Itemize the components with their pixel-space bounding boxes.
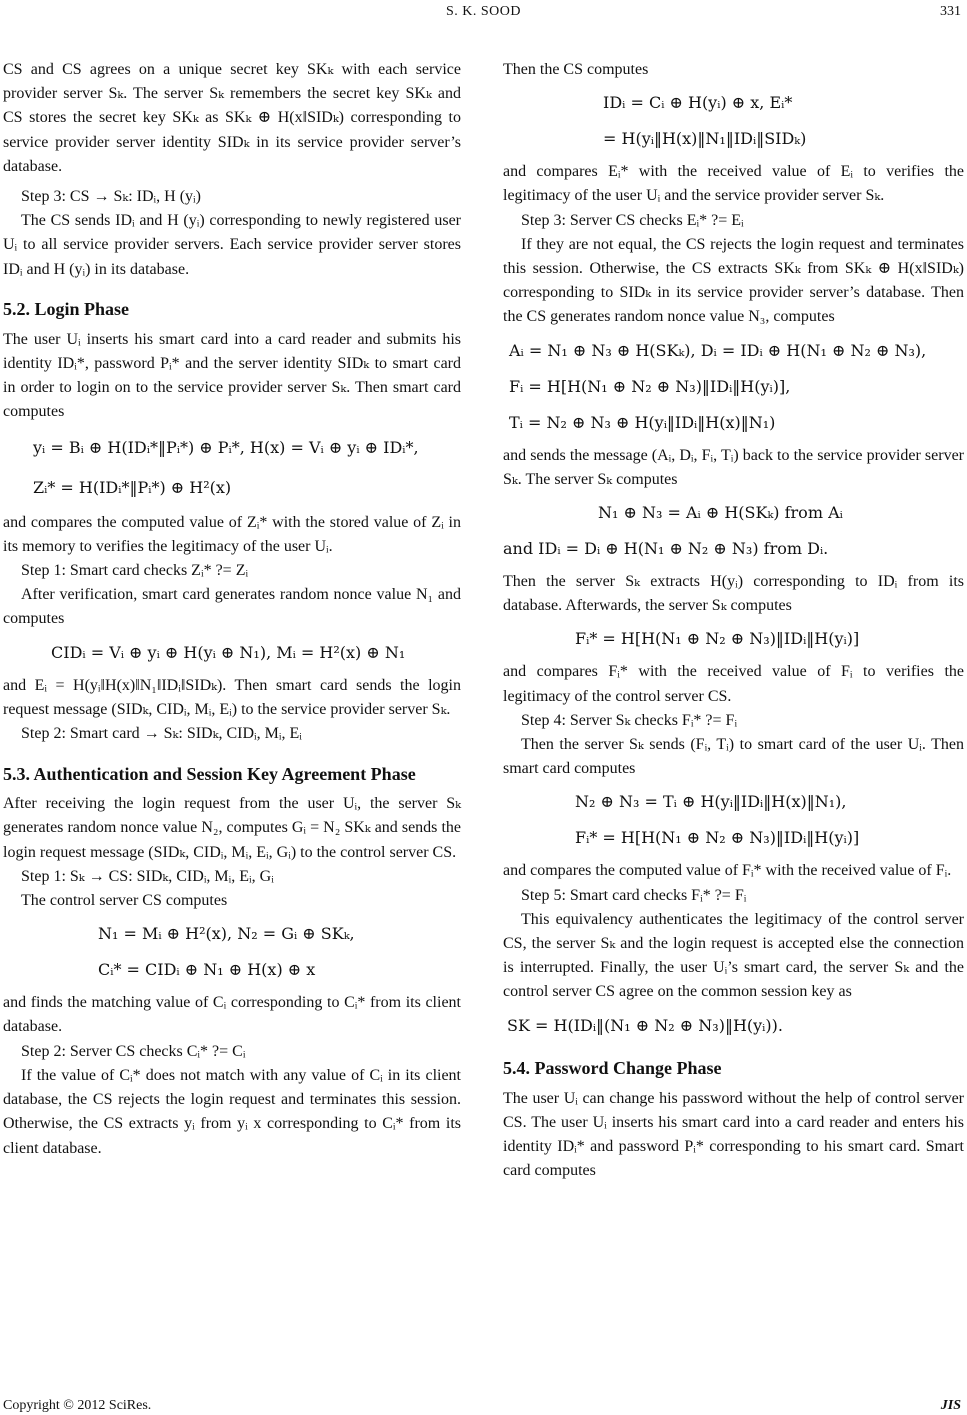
- running-header: [0, 4, 967, 26]
- paragraph: The user Uᵢ can change his password without the help of control server CS. The user Uᵢ inserts his smart card into a card reader and enters his identity IDᵢ* and password Pᵢ* corresponding to his smart card. Smart card computes: [503, 1089, 964, 1180]
- paragraph: The user Uᵢ inserts his smart card into a card reader and submits his identity IDᵢ*, password Pᵢ* and the server identity SIDₖ to smart card in order to login on to the service provider server Sₖ. Then smart card computes: [3, 330, 461, 421]
- paragraph: The control server CS computes: [21, 892, 228, 910]
- paragraph: This equivalency authenticates the legitimacy of the control server CS, the server Sₖ and the login request is accepted else the connection is interrupted. Finally, the user Uᵢ’s smart card, the server Sₖ and the control server CS agree on the common session key as: [503, 910, 964, 1001]
- paragraph: and compares Fᵢ* with the received value of Fᵢ to verifies the legitimacy of the control server CS.: [503, 663, 964, 705]
- equation: N₁ ⊕ N₃ = Aᵢ ⊕ H(SKₖ) from Aᵢ: [598, 503, 843, 523]
- paragraph: CS and CS agrees on a unique secret key SKₖ with each service provider server Sₖ. The server Sₖ remembers the secret key SKₖ and CS stores the secret key SKₖ as SKₖ ⊕ H(x‖SIDₖ) corresponding to service provider server identity SIDₖ in its service provider server’s database.: [3, 61, 461, 175]
- equation: Fᵢ* = H[H(N₁ ⊕ N₂ ⊕ N₃)‖IDᵢ‖H(yᵢ)]: [575, 629, 860, 649]
- equation: SK = H(IDᵢ‖(N₁ ⊕ N₂ ⊕ N₃)‖H(yᵢ)).: [507, 1015, 783, 1035]
- footer-copyright: Copyright © 2012 SciRes.: [3, 1398, 152, 1413]
- section-heading-authentication: 5.3. Authentication and Session Key Agreement Phase: [3, 764, 416, 785]
- paragraph: If they are not equal, the CS rejects the login request and terminates this session. Otherwise, the CS extracts SKₖ from SKₖ ⊕ H(x‖SIDₖ) corresponding to SIDₖ in its service provider server’s database. Then the CS generates random nonce value N₃, computes: [503, 235, 964, 326]
- equation: IDᵢ = Cᵢ ⊕ H(yᵢ) ⊕ x, Eᵢ*: [603, 93, 793, 113]
- equation: and IDᵢ = Dᵢ ⊕ H(N₁ ⊕ N₂ ⊕ N₃) from Dᵢ.: [503, 539, 829, 559]
- step-line: Step 4: Server Sₖ checks Fᵢ* ?= Fᵢ: [521, 711, 738, 729]
- left-column: [3, 58, 461, 1161]
- step-line: Step 1: Smart card checks Zᵢ* ?= Zᵢ: [21, 562, 249, 580]
- paragraph: Then the server Sₖ extracts H(yᵢ) corresponding to IDᵢ from its database. Afterwards, the server Sₖ computes: [503, 573, 964, 615]
- equation: Fᵢ* = H[H(N₁ ⊕ N₂ ⊕ N₃)‖IDᵢ‖H(yᵢ)]: [575, 828, 860, 848]
- equation: Cᵢ* = CIDᵢ ⊕ N₁ ⊕ H(x) ⊕ x: [98, 960, 316, 980]
- equation: Aᵢ = N₁ ⊕ N₃ ⊕ H(SKₖ), Dᵢ = IDᵢ ⊕ H(N₁ ⊕ N₂ ⊕ N₃),: [509, 340, 927, 360]
- section-heading-login: 5.2. Login Phase: [3, 298, 130, 319]
- equation: Zᵢ* = H(IDᵢ*‖Pᵢ*) ⊕ H²(x): [33, 477, 232, 497]
- paragraph: Then the server Sₖ sends (Fᵢ, Tᵢ) to smart card of the user Uᵢ. Then smart card computes: [503, 736, 964, 778]
- paragraph: and compares the computed value of Zᵢ* with the stored value of Zᵢ in its memory to verifies the legitimacy of the user Uᵢ.: [3, 513, 461, 555]
- step-line: Step 2: Server CS checks Cᵢ* ?= Cᵢ: [21, 1042, 246, 1060]
- section-heading-password-change: 5.4. Password Change Phase: [503, 1057, 722, 1078]
- step-line: Step 3: CS → Sₖ: IDᵢ, H (yᵢ): [21, 188, 201, 206]
- step-line: Step 5: Smart card checks Fᵢ* ?= Fᵢ: [521, 886, 747, 904]
- paragraph: After receiving the login request from the user Uᵢ, the server Sₖ generates random nonce value N₂, computes Gᵢ = N₂ SKₖ and sends the login request message (SIDₖ, CIDᵢ, Mᵢ, Eᵢ, Gᵢ) to the control server CS.: [3, 795, 461, 861]
- paragraph: After verification, smart card generates random nonce value N₁ and computes: [3, 586, 461, 628]
- running-header-author: S. K. SOOD: [445, 4, 521, 19]
- equation: Fᵢ = H[H(N₁ ⊕ N₂ ⊕ N₃)‖IDᵢ‖H(yᵢ)],: [509, 376, 791, 396]
- step-line: Step 2: Smart card → Sₖ: SIDₖ, CIDᵢ, Mᵢ, Eᵢ: [21, 725, 302, 743]
- equation: Tᵢ = N₂ ⊕ N₃ ⊕ H(yᵢ‖IDᵢ‖H(x)‖N₁): [509, 412, 776, 432]
- page-number: 331: [940, 4, 961, 19]
- paragraph: Then the CS computes: [503, 61, 649, 78]
- paragraph: and compares the computed value of Fᵢ* with the received value of Fᵢ.: [503, 862, 952, 880]
- paragraph: and finds the matching value of Cᵢ corresponding to Cᵢ* from its client database.: [3, 994, 461, 1036]
- step-line: Step 1: Sₖ → CS: SIDₖ, CIDᵢ, Mᵢ, Eᵢ, Gᵢ: [21, 867, 274, 885]
- step-line: Step 3: Server CS checks Eᵢ* ?= Eᵢ: [521, 211, 744, 229]
- paragraph: If the value of Cᵢ* does not match with any value of Cᵢ in its client database, the CS rejects the login request and terminates this session. Otherwise, the CS extracts yᵢ from yᵢ x corresponding to Cᵢ* from its client database.: [3, 1066, 461, 1157]
- footer-journal: JIS: [940, 1398, 961, 1413]
- equation: yᵢ = Bᵢ ⊕ H(IDᵢ*‖Pᵢ*) ⊕ Pᵢ*, H(x) = Vᵢ ⊕ yᵢ ⊕ IDᵢ*,: [33, 437, 419, 457]
- paragraph: and compares Eᵢ* with the received value of Eᵢ to verifies the legitimacy of the user Uᵢ and the service provider server Sₖ.: [503, 163, 964, 205]
- paragraph: and sends the message (Aᵢ, Dᵢ, Fᵢ, Tᵢ) back to the service provider server Sₖ. The server Sₖ computes: [503, 446, 964, 488]
- equation: N₂ ⊕ N₃ = Tᵢ ⊕ H(yᵢ‖IDᵢ‖H(x)‖N₁),: [575, 792, 847, 812]
- equation: N₁ = Mᵢ ⊕ H²(x), N₂ = Gᵢ ⊕ SKₖ,: [98, 924, 355, 944]
- right-column: [503, 58, 964, 1183]
- equation: = H(yᵢ‖H(x)‖N₁‖IDᵢ‖SIDₖ): [603, 129, 807, 149]
- equation: CIDᵢ = Vᵢ ⊕ yᵢ ⊕ H(yᵢ ⊕ N₁), Mᵢ = H²(x) ⊕ N₁: [51, 642, 406, 662]
- paragraph: The CS sends IDᵢ and H (yᵢ) corresponding to newly registered user Uᵢ to all service provider servers. Each service provider server stores IDᵢ and H (yᵢ) in its database.: [3, 212, 461, 278]
- paragraph: and Eᵢ = H(yᵢ‖H(x)‖N₁‖IDᵢ‖SIDₖ). Then smart card sends the login request message (SIDₖ, CIDᵢ, Mᵢ, Eᵢ) to the service provider server Sₖ.: [3, 676, 461, 718]
